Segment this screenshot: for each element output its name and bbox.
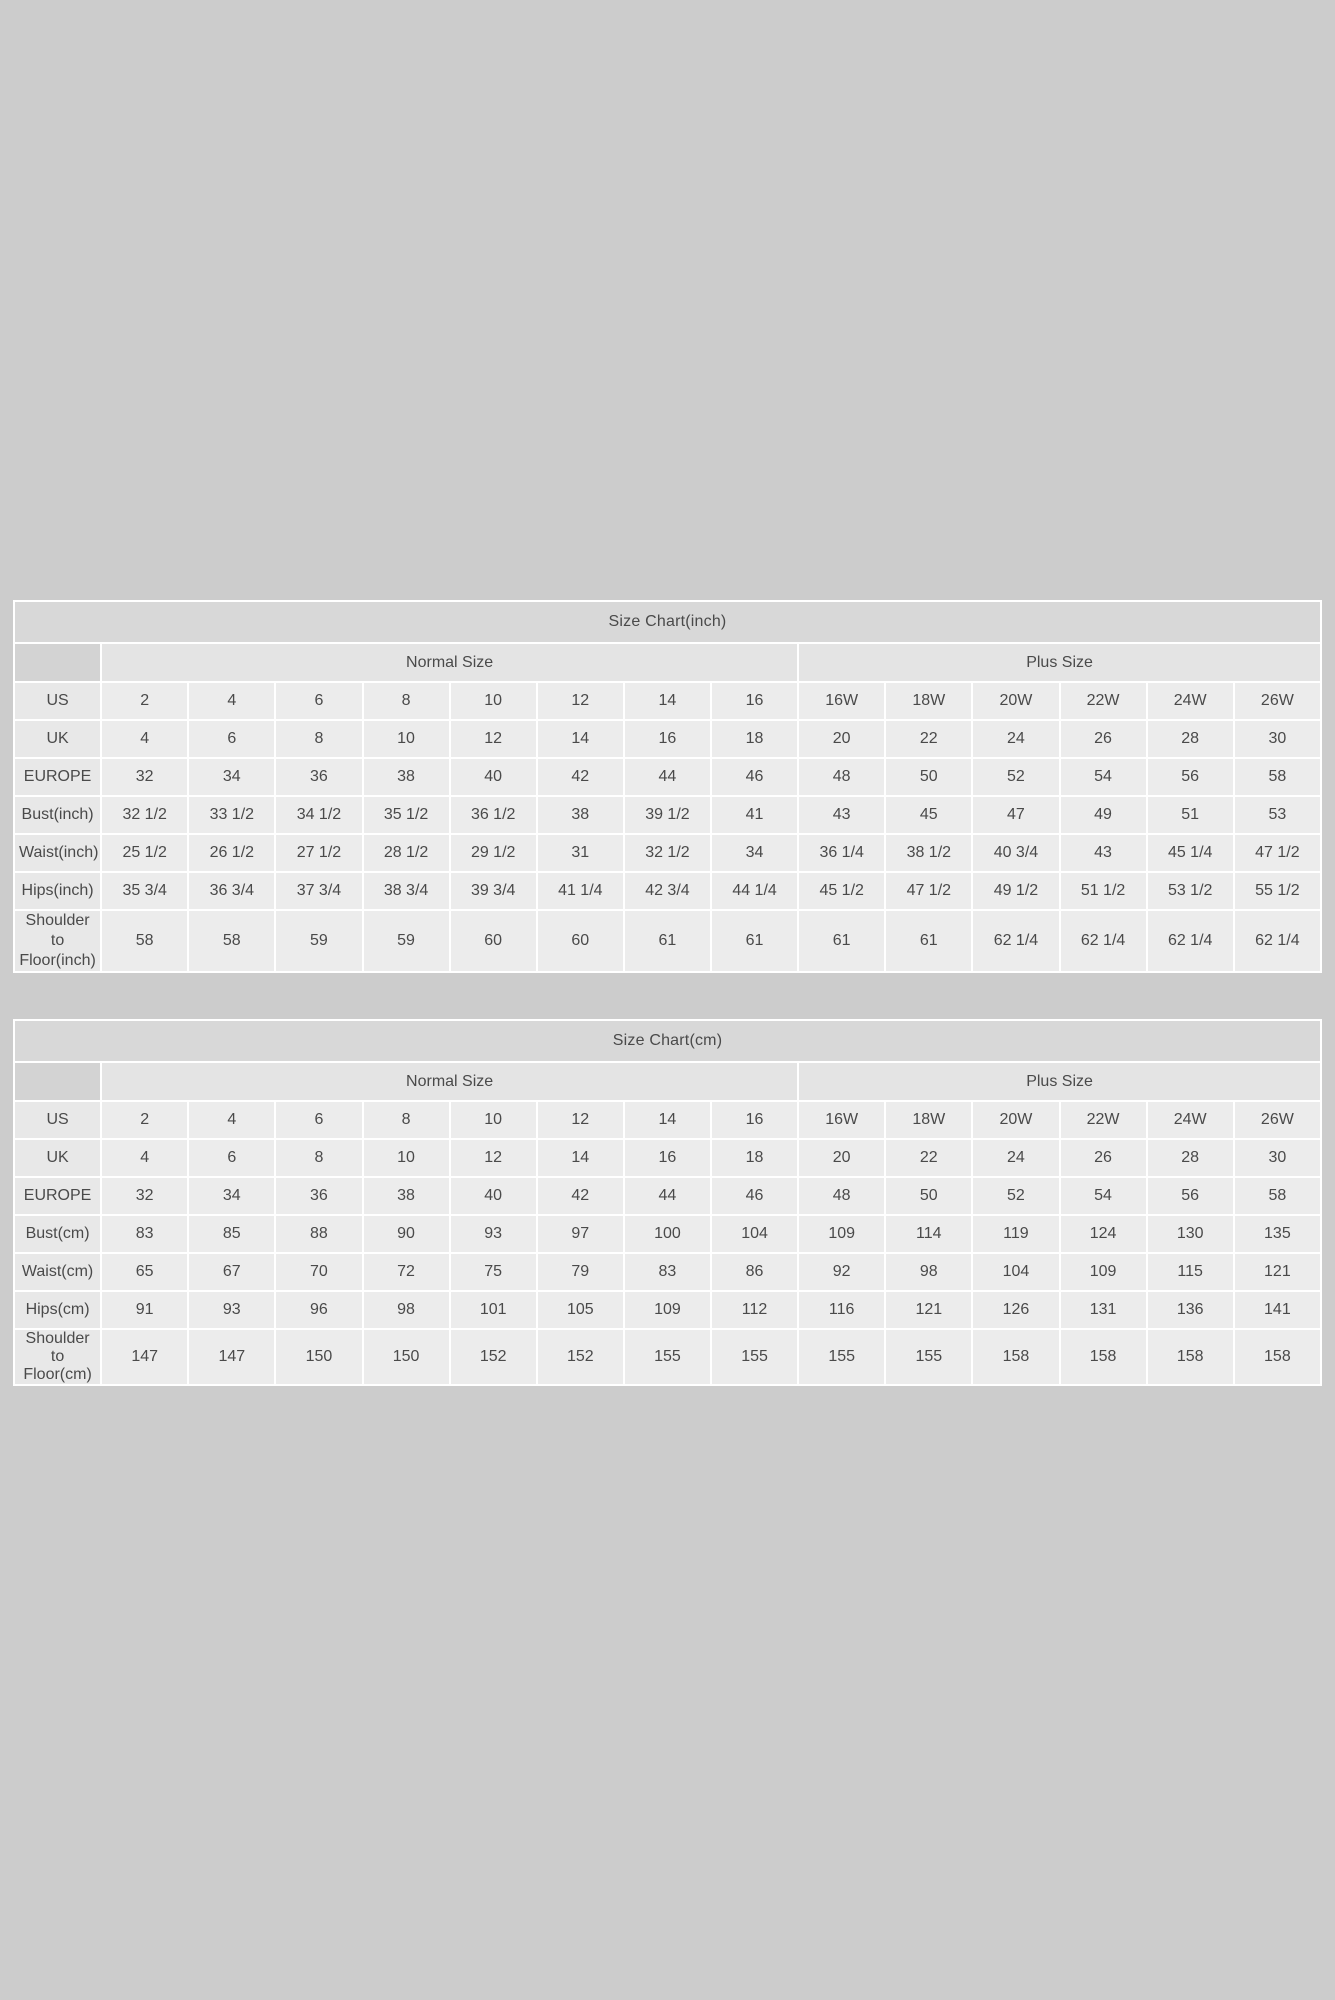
row-label-text: US <box>46 692 69 709</box>
table-cell: 61 <box>798 910 885 972</box>
table-cell: 59 <box>275 910 362 972</box>
table-cell: 6 <box>188 1139 275 1177</box>
table-cell: 96 <box>275 1291 362 1329</box>
group-header-corner <box>14 643 101 682</box>
table-cell: 22 <box>885 720 972 758</box>
table-cell: 32 1/2 <box>624 834 711 872</box>
row-label-text: Hips(cm) <box>25 1301 90 1318</box>
table-cell: 98 <box>885 1253 972 1291</box>
table-cell: 155 <box>624 1329 711 1385</box>
table-cell: 40 <box>450 758 537 796</box>
table-cell: 12 <box>450 720 537 758</box>
table-row <box>14 1215 1321 1253</box>
table-row <box>14 1329 1321 1385</box>
table-row <box>14 910 1321 972</box>
table-cell: 22W <box>1060 682 1147 720</box>
table-cell: 72 <box>363 1253 450 1291</box>
row-label-text: Hips(inch) <box>21 882 94 899</box>
table-cell: 92 <box>798 1253 885 1291</box>
table-cell: 38 <box>363 758 450 796</box>
table-cell: 42 <box>537 1177 624 1215</box>
table-cell: 152 <box>450 1329 537 1385</box>
table-cell: 26 <box>1060 720 1147 758</box>
table-row <box>14 1101 1321 1139</box>
table-cell: 16 <box>711 682 798 720</box>
table-cell: 62 1/4 <box>1147 910 1234 972</box>
table-cell: 10 <box>363 720 450 758</box>
row-label <box>14 1329 101 1385</box>
row-label <box>14 1253 101 1291</box>
row-label <box>14 1101 101 1139</box>
table-cell: 158 <box>1060 1329 1147 1385</box>
table-cell: 44 <box>624 1177 711 1215</box>
row-label <box>14 796 101 834</box>
table-cell: 18W <box>885 682 972 720</box>
table-cell: 34 1/2 <box>275 796 362 834</box>
table-cell: 14 <box>624 1101 711 1139</box>
row-label-text: Shoulder to Floor(cm) <box>23 1330 92 1383</box>
table-cell: 36 3/4 <box>188 872 275 910</box>
table-cell: 16W <box>798 682 885 720</box>
table-cell: 60 <box>450 910 537 972</box>
table-cell: 20W <box>972 682 1059 720</box>
row-label <box>14 1139 101 1177</box>
row-label-text: EUROPE <box>23 1187 92 1204</box>
table-cell: 16 <box>711 1101 798 1139</box>
table-cell: 104 <box>972 1253 1059 1291</box>
row-label <box>14 1291 101 1329</box>
table-cell: 20 <box>798 1139 885 1177</box>
row-label-text: Bust(inch) <box>21 806 94 823</box>
table-cell: 60 <box>537 910 624 972</box>
table-cell: 67 <box>188 1253 275 1291</box>
table-cell: 126 <box>972 1291 1059 1329</box>
table-cell: 46 <box>711 758 798 796</box>
table-cell: 34 <box>711 834 798 872</box>
table-cell: 85 <box>188 1215 275 1253</box>
table-cell: 16 <box>624 1139 711 1177</box>
table-cell: 34 <box>188 1177 275 1215</box>
table-cell: 62 1/4 <box>1234 910 1321 972</box>
table-cell: 51 <box>1147 796 1234 834</box>
table-cell: 10 <box>450 1101 537 1139</box>
row-label <box>14 834 101 872</box>
table-cell: 147 <box>188 1329 275 1385</box>
table-cell: 14 <box>537 1139 624 1177</box>
table-cell: 33 1/2 <box>188 796 275 834</box>
table-cell: 53 <box>1234 796 1321 834</box>
table-cell: 45 <box>885 796 972 834</box>
table-cell: 116 <box>798 1291 885 1329</box>
row-label-text: Shoulder to Floor(inch) <box>19 912 96 969</box>
table-cell: 43 <box>798 796 885 834</box>
table-row <box>14 682 1321 720</box>
table-cell: 158 <box>972 1329 1059 1385</box>
table-cell: 42 3/4 <box>624 872 711 910</box>
table-cell: 70 <box>275 1253 362 1291</box>
table-cell: 61 <box>885 910 972 972</box>
table-cell: 4 <box>188 682 275 720</box>
table-cell: 155 <box>798 1329 885 1385</box>
table-cell: 83 <box>624 1253 711 1291</box>
table-cell: 4 <box>101 720 188 758</box>
table-cell: 158 <box>1147 1329 1234 1385</box>
table-cell: 91 <box>101 1291 188 1329</box>
chart-title: Size Chart(cm) <box>14 1020 1321 1062</box>
table-cell: 109 <box>798 1215 885 1253</box>
table-cell: 48 <box>798 758 885 796</box>
table-cell: 41 1/4 <box>537 872 624 910</box>
table-cell: 35 3/4 <box>101 872 188 910</box>
table-cell: 61 <box>624 910 711 972</box>
table-cell: 27 1/2 <box>275 834 362 872</box>
table-cell: 24 <box>972 720 1059 758</box>
table-row <box>14 1291 1321 1329</box>
table-cell: 155 <box>711 1329 798 1385</box>
table-cell: 36 1/2 <box>450 796 537 834</box>
table-cell: 10 <box>450 682 537 720</box>
table-row <box>14 1139 1321 1177</box>
table-cell: 30 <box>1234 1139 1321 1177</box>
table-cell: 8 <box>275 1139 362 1177</box>
table-cell: 36 1/4 <box>798 834 885 872</box>
table-cell: 22W <box>1060 1101 1147 1139</box>
size-table-inch <box>13 600 1322 973</box>
table-cell: 24W <box>1147 1101 1234 1139</box>
table-cell: 8 <box>275 720 362 758</box>
table-cell: 4 <box>188 1101 275 1139</box>
table-cell: 79 <box>537 1253 624 1291</box>
table-cell: 62 1/4 <box>972 910 1059 972</box>
table-cell: 39 3/4 <box>450 872 537 910</box>
table-cell: 93 <box>450 1215 537 1253</box>
table-cell: 41 <box>711 796 798 834</box>
table-cell: 30 <box>1234 720 1321 758</box>
table-cell: 16W <box>798 1101 885 1139</box>
table-cell: 49 <box>1060 796 1147 834</box>
table-cell: 18W <box>885 1101 972 1139</box>
chart-title: Size Chart(inch) <box>14 601 1321 643</box>
table-cell: 155 <box>885 1329 972 1385</box>
table-cell: 131 <box>1060 1291 1147 1329</box>
table-cell: 114 <box>885 1215 972 1253</box>
table-cell: 28 <box>1147 720 1234 758</box>
table-cell: 26W <box>1234 682 1321 720</box>
table-cell: 14 <box>624 682 711 720</box>
table-cell: 50 <box>885 1177 972 1215</box>
table-cell: 45 1/2 <box>798 872 885 910</box>
table-cell: 2 <box>101 1101 188 1139</box>
table-cell: 54 <box>1060 758 1147 796</box>
table-cell: 20W <box>972 1101 1059 1139</box>
row-label <box>14 872 101 910</box>
table-cell: 97 <box>537 1215 624 1253</box>
table-cell: 51 1/2 <box>1060 872 1147 910</box>
table-cell: 18 <box>711 720 798 758</box>
table-cell: 22 <box>885 1139 972 1177</box>
row-label-text: UK <box>46 1149 69 1166</box>
table-cell: 8 <box>363 1101 450 1139</box>
table-cell: 6 <box>275 1101 362 1139</box>
table-cell: 49 1/2 <box>972 872 1059 910</box>
table-cell: 98 <box>363 1291 450 1329</box>
table-cell: 121 <box>885 1291 972 1329</box>
table-cell: 88 <box>275 1215 362 1253</box>
table-cell: 4 <box>101 1139 188 1177</box>
table-cell: 28 <box>1147 1139 1234 1177</box>
row-label <box>14 758 101 796</box>
table-cell: 53 1/2 <box>1147 872 1234 910</box>
row-label <box>14 682 101 720</box>
table-cell: 20 <box>798 720 885 758</box>
table-cell: 26 1/2 <box>188 834 275 872</box>
group-header-normal-size: Normal Size <box>101 1062 798 1101</box>
table-cell: 93 <box>188 1291 275 1329</box>
row-label-text: Bust(cm) <box>25 1225 90 1242</box>
table-cell: 32 <box>101 758 188 796</box>
table-cell: 158 <box>1234 1329 1321 1385</box>
table-row <box>14 872 1321 910</box>
table-cell: 58 <box>101 910 188 972</box>
table-row <box>14 796 1321 834</box>
table-cell: 35 1/2 <box>363 796 450 834</box>
table-cell: 34 <box>188 758 275 796</box>
table-row <box>14 834 1321 872</box>
table-cell: 58 <box>1234 1177 1321 1215</box>
row-label-text: Waist(cm) <box>21 1263 94 1280</box>
table-cell: 124 <box>1060 1215 1147 1253</box>
table-cell: 12 <box>450 1139 537 1177</box>
table-cell: 109 <box>624 1291 711 1329</box>
table-cell: 115 <box>1147 1253 1234 1291</box>
table-cell: 14 <box>537 720 624 758</box>
group-header-plus-size: Plus Size <box>798 643 1321 682</box>
table-cell: 119 <box>972 1215 1059 1253</box>
table-cell: 40 3/4 <box>972 834 1059 872</box>
table-cell: 104 <box>711 1215 798 1253</box>
table-cell: 8 <box>363 682 450 720</box>
table-cell: 59 <box>363 910 450 972</box>
table-cell: 112 <box>711 1291 798 1329</box>
table-cell: 50 <box>885 758 972 796</box>
table-cell: 44 1/4 <box>711 872 798 910</box>
table-cell: 38 <box>537 796 624 834</box>
table-cell: 18 <box>711 1139 798 1177</box>
table-cell: 83 <box>101 1215 188 1253</box>
table-cell: 56 <box>1147 1177 1234 1215</box>
table-cell: 136 <box>1147 1291 1234 1329</box>
table-cell: 2 <box>101 682 188 720</box>
row-label <box>14 720 101 758</box>
row-label-text: Waist(inch) <box>19 844 99 861</box>
table-cell: 38 3/4 <box>363 872 450 910</box>
row-label <box>14 1215 101 1253</box>
table-cell: 42 <box>537 758 624 796</box>
row-label-text: US <box>46 1111 69 1128</box>
row-label <box>14 1177 101 1215</box>
table-cell: 31 <box>537 834 624 872</box>
table-cell: 52 <box>972 1177 1059 1215</box>
table-cell: 62 1/4 <box>1060 910 1147 972</box>
table-cell: 45 1/4 <box>1147 834 1234 872</box>
table-cell: 28 1/2 <box>363 834 450 872</box>
size-table-cm-body <box>14 1020 1321 1385</box>
table-cell: 29 1/2 <box>450 834 537 872</box>
table-cell: 43 <box>1060 834 1147 872</box>
row-label-text: EUROPE <box>23 768 92 785</box>
table-cell: 36 <box>275 1177 362 1215</box>
group-header-row <box>14 643 1321 682</box>
table-cell: 147 <box>101 1329 188 1385</box>
group-header-normal-size: Normal Size <box>101 643 798 682</box>
table-cell: 75 <box>450 1253 537 1291</box>
table-cell: 61 <box>711 910 798 972</box>
table-cell: 101 <box>450 1291 537 1329</box>
group-header-plus-size: Plus Size <box>798 1062 1321 1101</box>
chart-title-row <box>14 1020 1321 1062</box>
table-cell: 12 <box>537 682 624 720</box>
size-table-inch-body <box>14 601 1321 972</box>
table-cell: 26 <box>1060 1139 1147 1177</box>
table-cell: 37 3/4 <box>275 872 362 910</box>
group-header-corner <box>14 1062 101 1101</box>
table-cell: 105 <box>537 1291 624 1329</box>
table-cell: 36 <box>275 758 362 796</box>
table-cell: 32 <box>101 1177 188 1215</box>
table-cell: 10 <box>363 1139 450 1177</box>
table-cell: 40 <box>450 1177 537 1215</box>
size-chart-cm <box>13 1019 1322 1386</box>
table-cell: 47 1/2 <box>885 872 972 910</box>
table-cell: 141 <box>1234 1291 1321 1329</box>
row-label <box>14 910 101 972</box>
table-cell: 16 <box>624 720 711 758</box>
table-cell: 58 <box>1234 758 1321 796</box>
table-cell: 52 <box>972 758 1059 796</box>
table-row <box>14 1253 1321 1291</box>
group-header-row <box>14 1062 1321 1101</box>
table-row <box>14 758 1321 796</box>
table-cell: 56 <box>1147 758 1234 796</box>
table-cell: 47 1/2 <box>1234 834 1321 872</box>
table-cell: 55 1/2 <box>1234 872 1321 910</box>
table-cell: 150 <box>363 1329 450 1385</box>
table-cell: 48 <box>798 1177 885 1215</box>
table-cell: 65 <box>101 1253 188 1291</box>
size-chart-inch <box>13 600 1322 973</box>
size-table-cm <box>13 1019 1322 1386</box>
table-cell: 12 <box>537 1101 624 1139</box>
table-cell: 100 <box>624 1215 711 1253</box>
table-cell: 90 <box>363 1215 450 1253</box>
table-row <box>14 1177 1321 1215</box>
table-cell: 24W <box>1147 682 1234 720</box>
table-cell: 39 1/2 <box>624 796 711 834</box>
table-cell: 109 <box>1060 1253 1147 1291</box>
table-cell: 54 <box>1060 1177 1147 1215</box>
table-cell: 152 <box>537 1329 624 1385</box>
table-cell: 25 1/2 <box>101 834 188 872</box>
chart-title-row <box>14 601 1321 643</box>
table-cell: 6 <box>188 720 275 758</box>
table-cell: 47 <box>972 796 1059 834</box>
table-cell: 24 <box>972 1139 1059 1177</box>
table-cell: 130 <box>1147 1215 1234 1253</box>
table-cell: 150 <box>275 1329 362 1385</box>
table-cell: 121 <box>1234 1253 1321 1291</box>
table-cell: 32 1/2 <box>101 796 188 834</box>
table-cell: 86 <box>711 1253 798 1291</box>
table-cell: 46 <box>711 1177 798 1215</box>
table-cell: 6 <box>275 682 362 720</box>
table-cell: 44 <box>624 758 711 796</box>
table-cell: 58 <box>188 910 275 972</box>
table-cell: 38 <box>363 1177 450 1215</box>
table-row <box>14 720 1321 758</box>
table-cell: 38 1/2 <box>885 834 972 872</box>
table-cell: 26W <box>1234 1101 1321 1139</box>
table-cell: 135 <box>1234 1215 1321 1253</box>
row-label-text: UK <box>46 730 69 747</box>
